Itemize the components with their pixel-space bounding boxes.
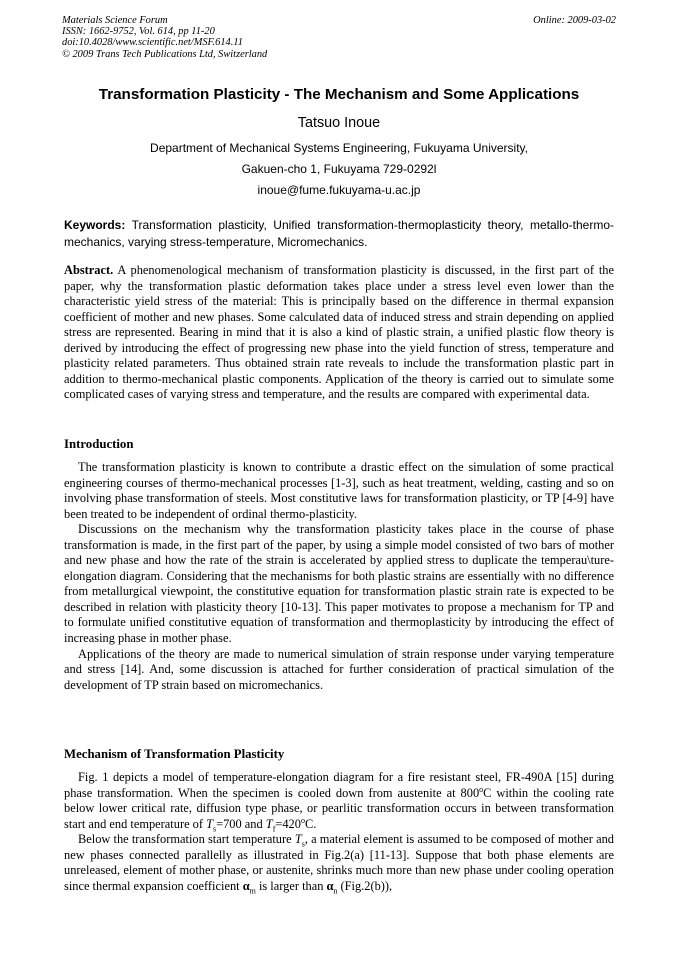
doi-line: doi:10.4028/www.scientific.net/MSF.614.11 (62, 37, 243, 49)
mechanism-body (64, 770, 614, 894)
mechanism-paragraph-2: Below the transformation start temperature $T_s$, a material element is assumed to be composed of mother and new phases connected parallelly as illustrated in Fig.2(a) [11-13]. Suppose that both phase elements are unreleased, element of mother phase, or austenite, shrinks much more than new phase under cooling operation since thermal expansion coefficient $\alpha_m$ is larger than $\alpha_n$ (Fig.2(b)), (64, 832, 614, 896)
keywords-block (64, 217, 614, 251)
keywords-label: Keywords: (64, 218, 126, 232)
mechanism-heading: Mechanism of Transformation Plasticity (64, 747, 285, 761)
abstract-label: Abstract. (64, 263, 114, 277)
keywords-text: Transformation plasticity, Unified transformation-thermoplasticity theory, metallo-thermo-mechanics, varying stress-temperature, Micromechanics. (64, 218, 614, 249)
introduction-paragraph-2: Discussions on the mechanism why the transformation plasticity takes place in the course of phase transformation is made, in the first part of the paper, by using a simple model consisted of two bars of mother and new phase and how the rate of the strain is accelerated by applied stress to duplicate the temperau\ture-elongation diagram. Considering that the mechanisms for both plastic strains are essentially with no difference from metallurgical viewpoint, the constitutive equation for transformation plastic strain rate is expected to be described in relation with plasticity theory [10-13]. This paper motivates to propose a mechanism for TP and to formulate unified constitutive equation of transformation and thermoplasticity by introducing the effect of increasing phase in mother phase. (64, 522, 614, 646)
affiliation-department: Department of Mechanical Systems Engineering, Fukuyama University, (150, 141, 528, 155)
journal-header (62, 15, 616, 60)
abstract-block (64, 263, 614, 403)
abstract-text: A phenomenological mechanism of transformation plasticity is discussed, in the first part of the paper, why the transformation plastic deformation takes place under a stress level even lower than the characteristic yield stress of the material: This is principally based on the difference in thermal expansion coefficient of mother and new phases. Some calculated data of induced stress and strain depending on applied stress are represented. Bearing in mind that it is also a kind of plastic strain, a unified plastic flow theory is derived by introducing the effect of progressing new phase into the yield function of stress, temperature and plasticity related parameters. Thus obtained strain rate reveals to include the transformation plastic part in addition to thermo-mechanical plastic components. Application of the theory is carried out to simulate some complicated cases of varying stress and temperature, and the results are compared with experimental data. (64, 263, 614, 402)
paper-title: Transformation Plasticity - The Mechanism and Some Applications (98, 86, 580, 103)
copyright-line: © 2009 Trans Tech Publications Ltd, Switzerland (62, 48, 268, 60)
introduction-body (64, 460, 614, 693)
introduction-heading: Introduction (64, 437, 134, 451)
affiliation-address: Gakuen-cho 1, Fukuyama 729-0292l (241, 162, 437, 176)
introduction-paragraph-1: The transformation plasticity is known to contribute a drastic effect on the simulation of some practical engineering courses of thermo-mechanical processes [1-3], such as heat treatment, welding, casting and so on involving phase transformation of steels. Most constitutive laws for transformation plasticity, or TP [4-9] have been treated to be independent of ordinal thermo-plasticity. (64, 460, 614, 521)
mechanism-paragraph-1: Fig. 1 depicts a model of temperature-elongation diagram for a fire resistant steel, FR-490A [15] during phase transformation. When the specimen is cooled down from austenite at 800$^o$C within the cooling rate below lower critical rate, diffusion type phase, or pearlitic transformation occurs in between transformation start and end temperature of $T_s=700$ and $T_f=420^oC$. (64, 770, 614, 834)
issn-line: ISSN: 1662-9752, Vol. 614, pp 11-20 (62, 26, 215, 38)
author-email: inoue@fume.fukuyama-u.ac.jp (257, 183, 421, 197)
author-name: Tatsuo Inoue (297, 115, 381, 131)
online-date: Online: 2009-03-02 (533, 15, 616, 26)
introduction-paragraph-3: Applications of the theory are made to numerical simulation of strain response under varying temperature and stress [14]. And, some discussion is attached for further consideration of practical simulation of the development of TP strain based on micromechanics. (64, 646, 614, 692)
journal-name: Materials Science Forum (62, 15, 168, 26)
